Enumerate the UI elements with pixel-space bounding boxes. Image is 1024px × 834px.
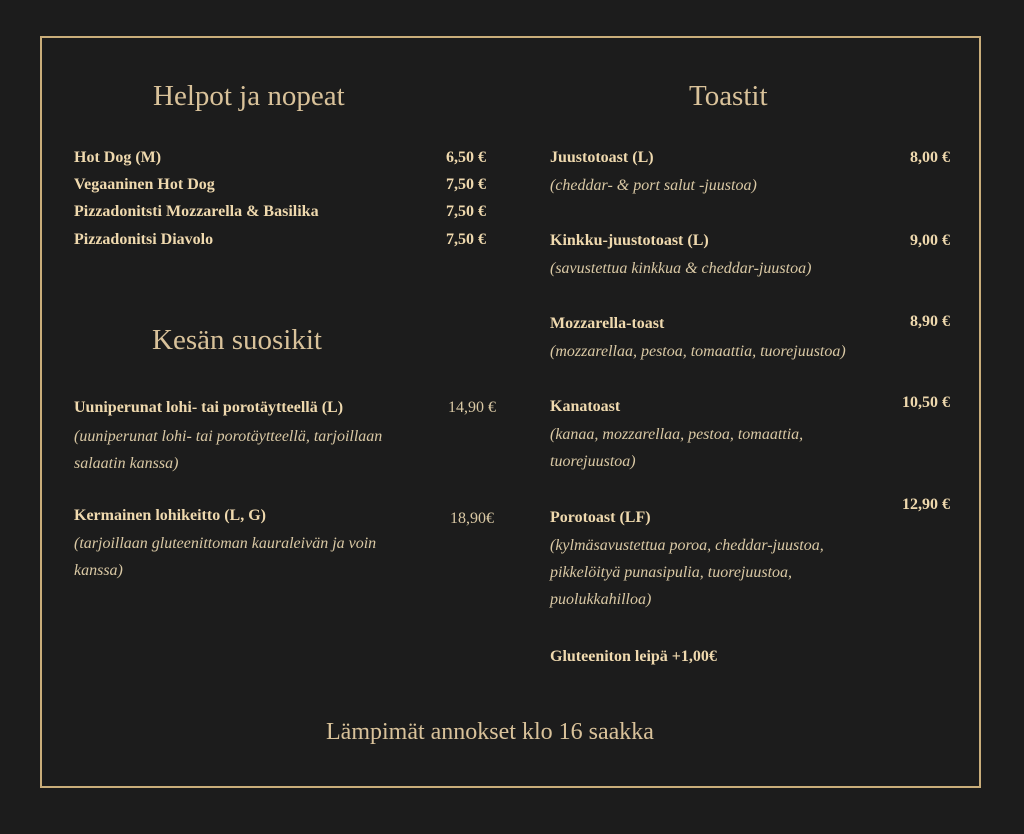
menu-item-description: (kanaa, mozzarellaa, pestoa, tomaattia, tuorejuustoa) [550, 426, 804, 470]
menu-item-name: Pizzadonitsi Diavolo [74, 231, 214, 248]
menu-item-price: 8,00 € [910, 149, 950, 166]
menu-item-description: (tarjoillaan gluteenittoman kauraleivän ja voin kanssa) [74, 535, 377, 579]
menu-item-name: Juustotoast (L) [550, 149, 654, 166]
menu-item-name: Uuniperunat lohi- tai porotäytteellä (L) [74, 399, 344, 416]
menu-item-description: (uuniperunat lohi- tai porotäytteellä, tarjoillaan salaatin kanssa) [74, 428, 383, 472]
menu-item-name: Kanatoast [550, 398, 621, 415]
menu-item-price: 8,90 € [910, 313, 950, 330]
menu-item-description: (kylmäsavustettua poroa, cheddar-juustoa, pikkelöityä punasipulia, tuorejuustoa, puolukkahilloa) [550, 537, 824, 608]
menu-item-description: (cheddar- & port salut -juustoa) [550, 177, 757, 194]
menu-item-name: Hot Dog (M) [74, 149, 162, 166]
menu-item-price: 10,50 € [902, 394, 950, 411]
footer-note: Lämpimät annokset klo 16 saakka [326, 719, 654, 745]
menu-item-price: 7,50 € [446, 203, 486, 220]
section-title-toastit: Toastit [689, 80, 768, 112]
section-title-kesan: Kesän suosikit [152, 324, 322, 356]
menu-item-description: (savustettua kinkkua & cheddar-juustoa) [550, 260, 812, 277]
menu-item-price: 9,00 € [910, 232, 950, 249]
menu-item-price: 18,90€ [450, 510, 494, 527]
section-title-helpot: Helpot ja nopeat [153, 80, 345, 112]
menu-item-name: Kermainen lohikeitto (L, G) [74, 507, 266, 524]
gluten-free-bread-note: Gluteeniton leipä +1,00€ [550, 648, 717, 665]
menu-item-price: 12,90 € [902, 496, 950, 513]
menu-item-name: Mozzarella-toast [550, 315, 665, 332]
menu-item-price: 14,90 € [448, 399, 496, 416]
menu-item-price: 7,50 € [446, 231, 486, 248]
menu-item-name: Pizzadonitsti Mozzarella & Basilika [74, 203, 319, 220]
menu-item-price: 6,50 € [446, 149, 486, 166]
menu-item-name: Porotoast (LF) [550, 509, 651, 526]
menu-item-name: Kinkku-juustotoast (L) [550, 232, 709, 249]
menu-item-name: Vegaaninen Hot Dog [74, 176, 215, 193]
menu-item-description: (mozzarellaa, pestoa, tomaattia, tuorejuustoa) [550, 343, 846, 360]
menu-item-price: 7,50 € [446, 176, 486, 193]
